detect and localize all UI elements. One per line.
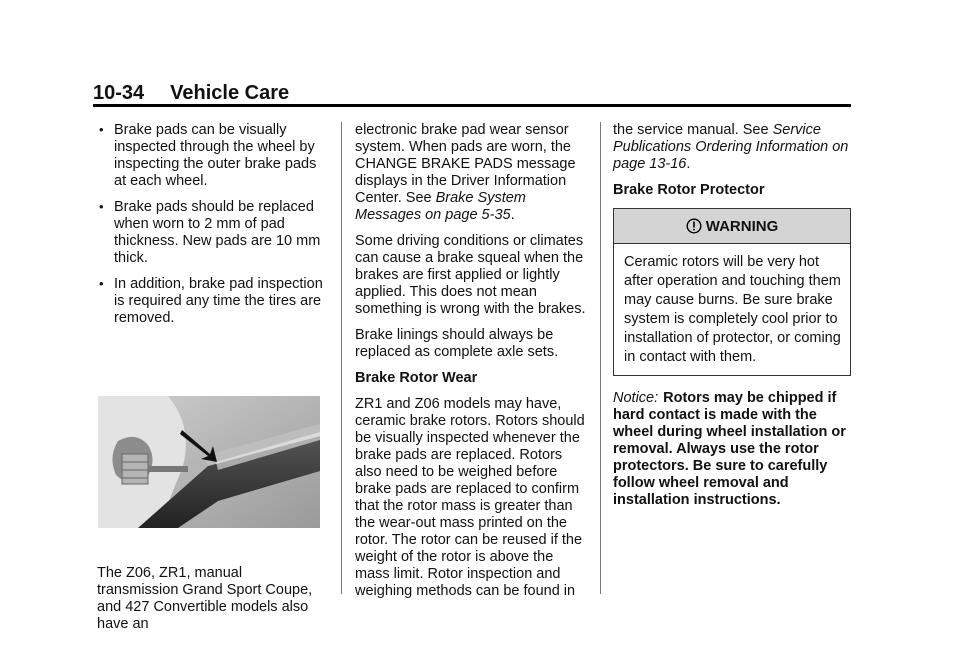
notice-text: Rotors may be chipped if hard contact is made with the wheel during wheel installation or removal. Always use the rotor protectors. Be sure to carefully follow wheel removal and installation instructions. [613, 390, 846, 508]
subheading: Brake Rotor Wear [355, 370, 478, 386]
paragraph: electronic brake pad wear sensor system. When pads are worn, the CHANGE BRAKE PADS message displays in the Driver Information Center. See Brake System Messages on page 5-35. [355, 122, 576, 223]
column-2 [355, 122, 590, 609]
notice [613, 390, 851, 509]
paragraph: Some driving conditions or climates can cause a brake squeal when the brakes are first applied or lightly applied. This does not mean something is wrong with the brakes. [355, 233, 586, 317]
header-rule [93, 104, 851, 107]
section-title: Vehicle Care [170, 82, 290, 104]
page-number: 10-34 [93, 82, 145, 104]
page-header [93, 82, 289, 105]
paragraph: the service manual. See Service Publications Ordering Information on page 13-16. [613, 122, 849, 172]
bullet-item: • Brake pads can be visually inspected through the wheel by inspecting the outer brake pads at each wheel. [97, 122, 327, 190]
warning-box [613, 208, 851, 376]
subheading: Brake Rotor Protector [613, 182, 765, 198]
paragraph: Brake linings should always be replaced as complete axle sets. [355, 327, 559, 360]
cross-reference: Service Publications Ordering Information on page 13-16 [613, 122, 849, 172]
column-divider [341, 122, 342, 594]
column-divider [600, 122, 601, 594]
warning-title: WARNING [705, 217, 779, 235]
bullet-item: • In addition, brake pad inspection is required any time the tires are removed. [97, 276, 327, 327]
column-1 [97, 122, 327, 642]
warning-text: Ceramic rotors will be very hot after operation and touching them may cause burns. Be sure brake system is completely cool prior to installation of protector, or coming in contact with them. [624, 254, 841, 365]
notice-label: Notice: [613, 390, 659, 406]
paragraph: The Z06, ZR1, manual transmission Grand Sport Coupe, and 427 Convertible models also have an [97, 565, 313, 632]
bullet-item: • Brake pads should be replaced when worn to 2 mm of pad thickness. New pads are 10 mm thick. [97, 199, 327, 267]
warning-icon [686, 218, 702, 234]
column-3 [613, 122, 851, 518]
cross-reference: Brake System Messages on page 5-35 [355, 190, 526, 223]
brake-pad-photo [98, 396, 320, 528]
warning-header [614, 209, 850, 244]
paragraph: ZR1 and Z06 models may have, ceramic brake rotors. Rotors should be visually inspected whenever the brake pads are replaced. Rotors also need to be weighed before brake pads are replaced to confirm that the rotor mass is greater than the wear-out mass printed on the rotor. The rotor can be reused if the weight of the rotor is above the mass limit. Rotor inspection and weighing methods can be found in [355, 396, 585, 599]
